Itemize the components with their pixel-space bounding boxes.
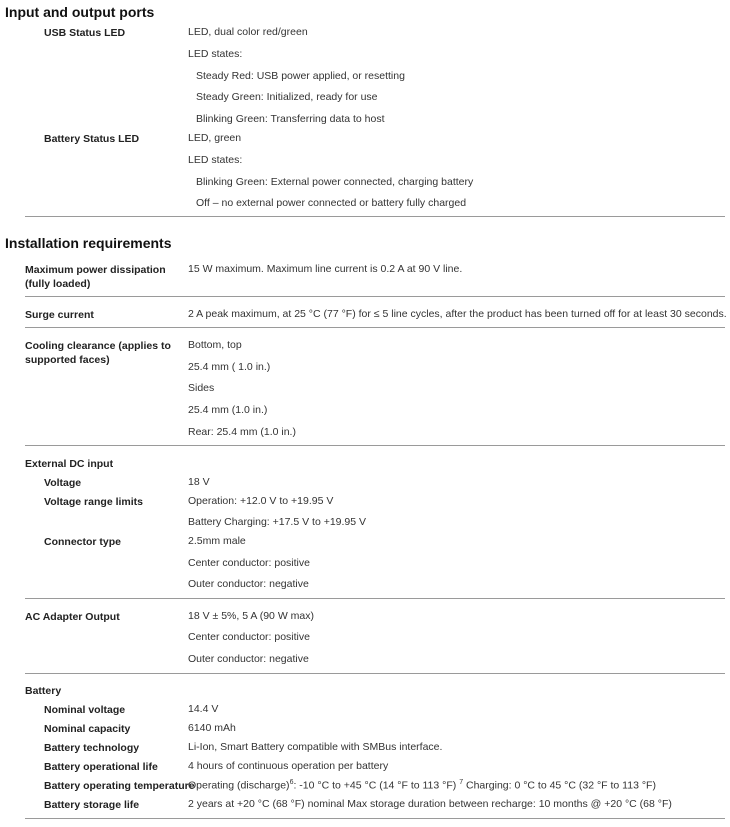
- cooling-value: Bottom, top: [188, 339, 242, 351]
- battery-operational-life-value: 4 hours of continuous operation per battery: [188, 760, 389, 772]
- ac-adapter-value: 18 V ± 5%, 5 A (90 W max): [188, 610, 314, 622]
- section-heading-installation: Installation requirements: [5, 235, 172, 251]
- usb-led-state: Blinking Green: Transferring data to host: [196, 113, 385, 125]
- nominal-capacity-value: 6140 mAh: [188, 722, 236, 734]
- temp-discharge-range: : -10 °C to +45 °C (14 °F to 113 °F): [293, 779, 457, 792]
- divider: [25, 598, 725, 599]
- section-heading-io: Input and output ports: [5, 4, 155, 20]
- usb-led-value: LED states:: [188, 48, 243, 60]
- battery-storage-life-value: 2 years at +20 °C (68 °F) nominal Max storage duration between recharge: 10 months @ +20 °C (68 °F): [188, 798, 672, 810]
- connector-type-label: Connector type: [44, 536, 122, 548]
- temp-discharge-text: Operating (discharge): [188, 779, 290, 792]
- cooling-value: 25.4 mm ( 1.0 in.): [188, 361, 271, 373]
- cooling-value: Sides: [188, 382, 215, 394]
- battery-led-value: LED states:: [188, 154, 243, 166]
- connector-type-value: Outer conductor: negative: [188, 578, 309, 590]
- battery-operational-life-label: Battery operational life: [44, 761, 158, 773]
- voltage-range-value: Battery Charging: +17.5 V to +19.95 V: [188, 516, 367, 528]
- battery-technology-label: Battery technology: [44, 742, 140, 754]
- battery-section-label: Battery: [25, 685, 62, 697]
- voltage-value: 18 V: [188, 476, 210, 488]
- divider: [25, 216, 725, 217]
- divider: [25, 673, 725, 674]
- battery-led-value: LED, green: [188, 132, 242, 144]
- divider: [25, 327, 725, 328]
- divider: [25, 296, 725, 297]
- battery-operating-temperature-label: Battery operating temperature: [44, 780, 195, 792]
- nominal-voltage-value: 14.4 V: [188, 703, 219, 715]
- nominal-voltage-label: Nominal voltage: [44, 704, 126, 716]
- external-dc-input-label: External DC input: [25, 458, 114, 470]
- divider: [25, 445, 725, 446]
- battery-status-led-label: Battery Status LED: [44, 133, 140, 145]
- voltage-label: Voltage: [44, 477, 82, 489]
- ac-adapter-output-label: AC Adapter Output: [25, 611, 120, 623]
- divider: [25, 818, 725, 819]
- battery-led-state: Off – no external power connected or battery fully charged: [196, 197, 467, 209]
- connector-type-value: 2.5mm male: [188, 535, 246, 547]
- battery-storage-life-label: Battery storage life: [44, 799, 140, 811]
- battery-operating-temperature-value: [188, 779, 656, 792]
- usb-led-state: Steady Green: Initialized, ready for use: [196, 91, 378, 103]
- battery-led-state: Blinking Green: External power connected, charging battery: [196, 176, 474, 188]
- max-power-value: 15 W maximum. Maximum line current is 0.2 A at 90 V line.: [188, 263, 463, 275]
- footnote-6: 6: [289, 779, 294, 786]
- surge-current-value: 2 A peak maximum, at 25 °C (77 °F) for ≤ 5 line cycles, after the product has been turned off for at least 30 seconds.: [188, 308, 727, 320]
- max-power-label: Maximum power dissipation (fully loaded): [25, 264, 166, 290]
- ac-adapter-value: Outer conductor: negative: [188, 653, 309, 665]
- cooling-value: 25.4 mm (1.0 in.): [188, 404, 268, 416]
- voltage-range-label: Voltage range limits: [44, 496, 143, 508]
- nominal-capacity-label: Nominal capacity: [44, 723, 131, 735]
- cooling-value: Rear: 25.4 mm (1.0 in.): [188, 426, 296, 438]
- connector-type-value: Center conductor: positive: [188, 557, 310, 569]
- ac-adapter-value: Center conductor: positive: [188, 631, 310, 643]
- battery-technology-value: Li-Ion, Smart Battery compatible with SMBus interface.: [188, 741, 443, 753]
- usb-status-led-label: USB Status LED: [44, 27, 126, 39]
- surge-current-label: Surge current: [25, 309, 94, 321]
- footnote-7: 7: [459, 779, 464, 786]
- cooling-clearance-label: Cooling clearance (applies to supported faces): [25, 340, 171, 366]
- temp-charging-range: Charging: 0 °C to 45 °C (32 °F to 113 °F): [463, 779, 656, 792]
- usb-led-state: Steady Red: USB power applied, or resetting: [196, 70, 405, 82]
- voltage-range-value: Operation: +12.0 V to +19.95 V: [188, 495, 334, 507]
- usb-led-value: LED, dual color red/green: [188, 26, 308, 38]
